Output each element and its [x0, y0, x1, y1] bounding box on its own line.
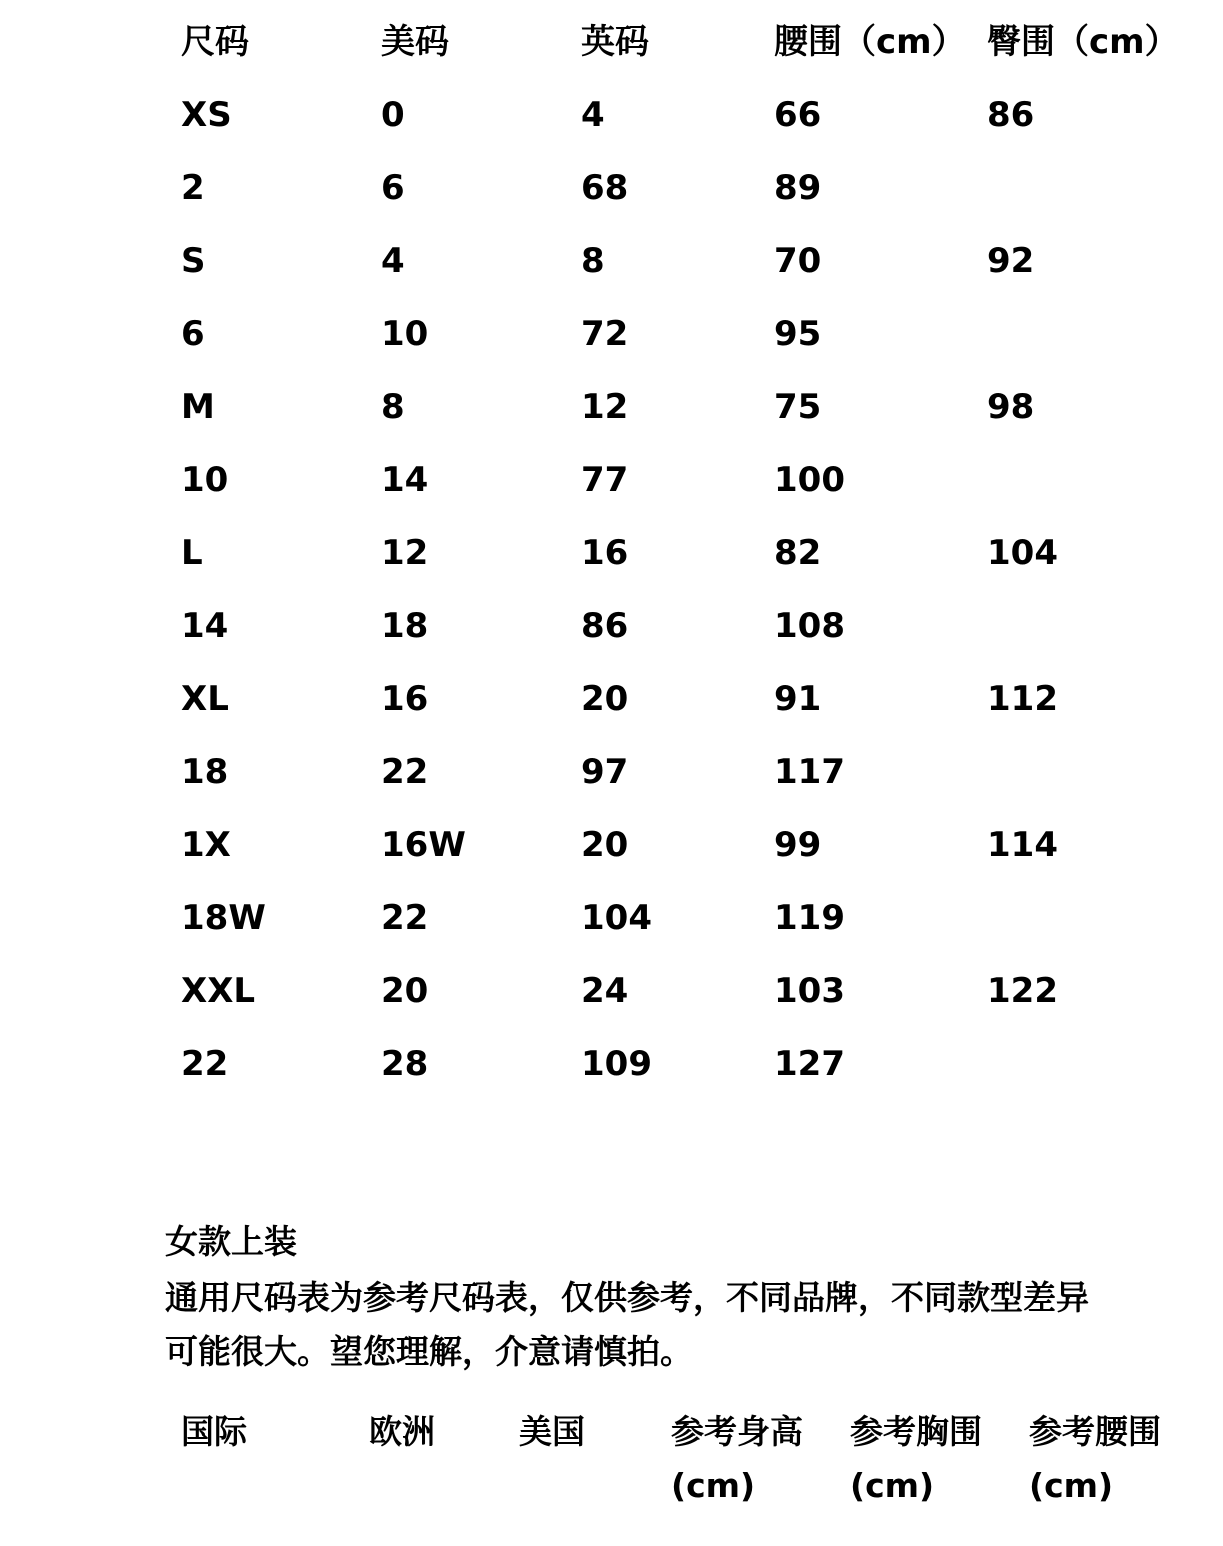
cell-us-size: 4 [381, 241, 405, 281]
cell-uk-size: 68 [581, 168, 629, 208]
header-europe: 欧洲 [369, 1412, 435, 1451]
cell-hip: 92 [987, 241, 1035, 281]
cell-us-size: 16W [381, 825, 466, 865]
header-height-unit: (cm) [671, 1466, 756, 1505]
cell-hip: 112 [987, 679, 1058, 719]
cell-uk-size: 4 [581, 95, 605, 135]
cell-size: 18 [181, 752, 229, 792]
cell-us-size: 22 [381, 752, 429, 792]
cell-us-size: 0 [381, 95, 405, 135]
cell-hip: 104 [987, 533, 1058, 573]
cell-size: L [181, 533, 203, 573]
cell-size: 10 [181, 460, 229, 500]
cell-waist: 95 [774, 314, 822, 354]
cell-size: 14 [181, 606, 229, 646]
cell-waist: 89 [774, 168, 822, 208]
cell-us-size: 18 [381, 606, 429, 646]
cell-size: XXL [181, 971, 256, 1011]
cell-waist: 91 [774, 679, 822, 719]
cell-waist: 75 [774, 387, 822, 427]
cell-hip: 86 [987, 95, 1035, 135]
cell-us-size: 22 [381, 898, 429, 938]
cell-hip: 98 [987, 387, 1035, 427]
cell-size: M [181, 387, 215, 427]
header-chest: 参考胸围 [850, 1412, 982, 1451]
cell-us-size: 28 [381, 1044, 429, 1084]
cell-uk-size: 77 [581, 460, 629, 500]
header-hip: 臀围（cm） [987, 22, 1179, 62]
cell-uk-size: 97 [581, 752, 629, 792]
cell-uk-size: 12 [581, 387, 629, 427]
header-international: 国际 [181, 1412, 247, 1451]
cell-size: XS [181, 95, 232, 135]
cell-size: 6 [181, 314, 205, 354]
cell-uk-size: 86 [581, 606, 629, 646]
section-title: 女款上装 [165, 1222, 297, 1261]
disclaimer-line-2: 可能很大。望您理解，介意请慎拍。 [165, 1332, 693, 1371]
cell-us-size: 12 [381, 533, 429, 573]
header-waist: 参考腰围 [1029, 1412, 1161, 1451]
cell-uk-size: 24 [581, 971, 629, 1011]
cell-uk-size: 8 [581, 241, 605, 281]
cell-us-size: 10 [381, 314, 429, 354]
cell-size: 22 [181, 1044, 229, 1084]
cell-waist: 99 [774, 825, 822, 865]
header-us-size: 美码 [381, 22, 449, 62]
header-height: 参考身高 [671, 1412, 803, 1451]
cell-waist: 82 [774, 533, 822, 573]
cell-uk-size: 104 [581, 898, 652, 938]
header-usa: 美国 [519, 1412, 585, 1451]
header-waist: 腰围（cm） [774, 22, 966, 62]
cell-size: S [181, 241, 206, 281]
disclaimer-line-1: 通用尺码表为参考尺码表，仅供参考，不同品牌，不同款型差异 [165, 1278, 1089, 1317]
cell-uk-size: 16 [581, 533, 629, 573]
header-waist-unit: (cm) [1029, 1466, 1114, 1505]
cell-size: 18W [181, 898, 266, 938]
cell-uk-size: 72 [581, 314, 629, 354]
cell-waist: 127 [774, 1044, 845, 1084]
cell-us-size: 6 [381, 168, 405, 208]
cell-us-size: 8 [381, 387, 405, 427]
header-uk-size: 英码 [581, 22, 649, 62]
cell-us-size: 16 [381, 679, 429, 719]
cell-waist: 100 [774, 460, 845, 500]
header-size: 尺码 [181, 22, 249, 62]
cell-uk-size: 20 [581, 825, 629, 865]
cell-us-size: 20 [381, 971, 429, 1011]
cell-size: 1X [181, 825, 231, 865]
cell-us-size: 14 [381, 460, 429, 500]
cell-uk-size: 20 [581, 679, 629, 719]
cell-waist: 103 [774, 971, 845, 1011]
cell-waist: 117 [774, 752, 845, 792]
cell-waist: 70 [774, 241, 822, 281]
cell-waist: 108 [774, 606, 845, 646]
cell-hip: 122 [987, 971, 1058, 1011]
header-chest-unit: (cm) [850, 1466, 935, 1505]
cell-size: XL [181, 679, 229, 719]
cell-hip: 114 [987, 825, 1058, 865]
cell-uk-size: 109 [581, 1044, 652, 1084]
cell-waist: 119 [774, 898, 845, 938]
cell-size: 2 [181, 168, 205, 208]
cell-waist: 66 [774, 95, 822, 135]
